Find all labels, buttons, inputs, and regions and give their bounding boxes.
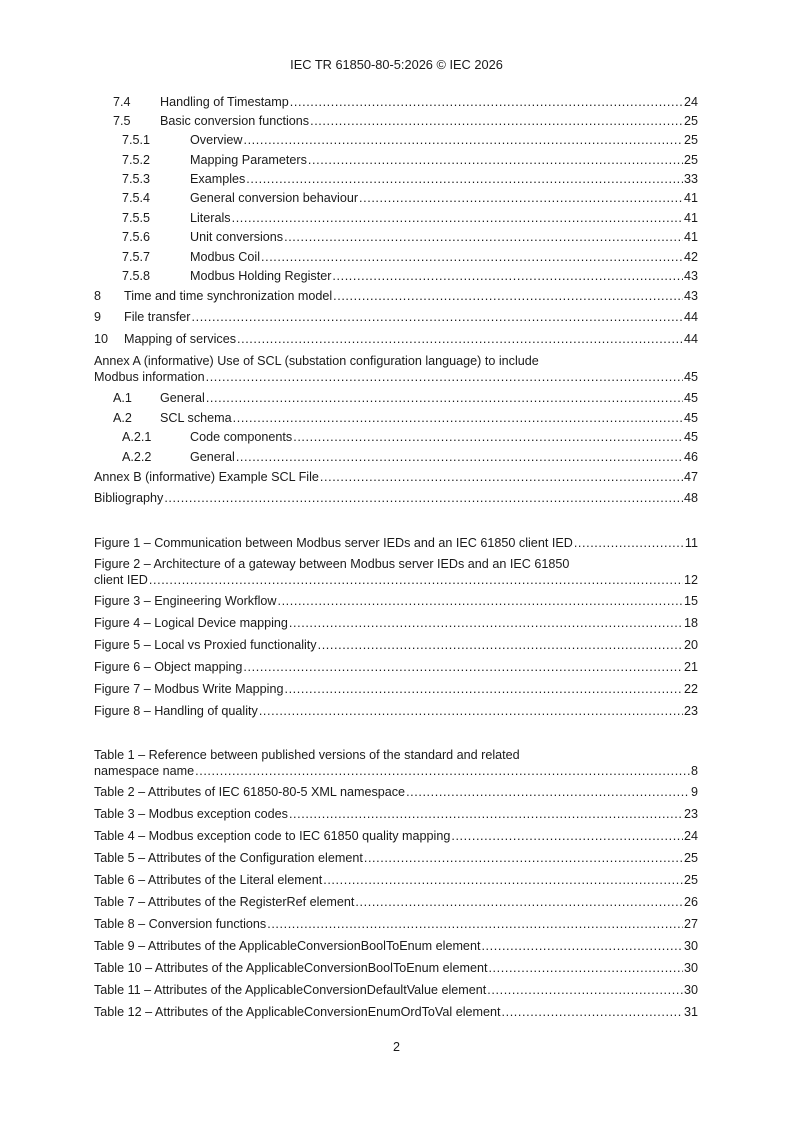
entry-number: A.2.1 bbox=[122, 430, 152, 444]
figure-entry[interactable] bbox=[94, 659, 698, 675]
entry-number: 7.5.6 bbox=[122, 230, 151, 244]
dot-leader bbox=[451, 828, 683, 844]
entry-number: 7.5.7 bbox=[122, 250, 151, 264]
table-entry[interactable] bbox=[94, 872, 698, 888]
entry-title: Table 8 – Conversion functions bbox=[94, 917, 267, 931]
entry-title: Figure 5 – Local vs Proxied functionality bbox=[94, 638, 317, 652]
dot-leader bbox=[320, 469, 683, 485]
dot-leader bbox=[364, 850, 683, 866]
dot-leader bbox=[236, 449, 683, 465]
entry-title: Table 3 – Modbus exception codes bbox=[94, 807, 288, 821]
table-entry[interactable] bbox=[94, 828, 698, 844]
figure-entry[interactable] bbox=[94, 637, 698, 653]
entry-page-number: 44 bbox=[683, 332, 698, 346]
dot-leader bbox=[206, 369, 683, 385]
dot-leader bbox=[192, 309, 683, 325]
dot-leader bbox=[206, 390, 683, 406]
entry-page-number: 45 bbox=[683, 430, 698, 444]
entry-title: Figure 4 – Logical Device mapping bbox=[94, 616, 288, 630]
entry-title: Unit conversions bbox=[190, 230, 284, 244]
entry-page-number: 25 bbox=[683, 133, 698, 147]
entry-title: Bibliography bbox=[94, 491, 164, 505]
dot-leader bbox=[277, 593, 683, 609]
dot-leader bbox=[267, 916, 683, 932]
entry-title: Literals bbox=[190, 211, 231, 225]
dot-leader bbox=[488, 960, 683, 976]
dot-leader bbox=[289, 615, 683, 631]
table-entry[interactable] bbox=[94, 916, 698, 932]
table-entry[interactable] bbox=[94, 850, 698, 866]
dot-leader bbox=[293, 429, 683, 445]
content-entry[interactable] bbox=[122, 229, 698, 245]
entry-page-number: 41 bbox=[683, 191, 698, 205]
dot-leader bbox=[333, 288, 683, 304]
content-entry[interactable] bbox=[122, 152, 698, 168]
entry-page-number: 18 bbox=[683, 616, 698, 630]
page-header: IEC TR 61850-80-5:2026 © IEC 2026 bbox=[290, 57, 503, 72]
content-entry[interactable] bbox=[94, 288, 698, 304]
content-entry[interactable] bbox=[113, 94, 698, 110]
table-entry[interactable] bbox=[94, 938, 698, 954]
entry-page-number: 24 bbox=[683, 95, 698, 109]
entry-page-number: 21 bbox=[683, 660, 698, 674]
dot-leader bbox=[323, 872, 683, 888]
entry-page-number: 41 bbox=[683, 211, 698, 225]
entry-page-number: 45 bbox=[683, 370, 698, 384]
entry-title: Table 4 – Modbus exception code to IEC 61850 quality mapping bbox=[94, 829, 451, 843]
entry-page-number: 20 bbox=[683, 638, 698, 652]
entry-page-number: 23 bbox=[683, 807, 698, 821]
figure-entry[interactable] bbox=[94, 615, 698, 631]
table-entry[interactable] bbox=[94, 763, 698, 779]
entry-page-number: 30 bbox=[683, 983, 698, 997]
content-entry[interactable] bbox=[94, 309, 698, 325]
figure-entry[interactable] bbox=[94, 593, 698, 609]
content-entry[interactable] bbox=[122, 429, 698, 445]
entry-title: Modbus Holding Register bbox=[190, 269, 332, 283]
entry-title: Mapping Parameters bbox=[190, 153, 307, 167]
entry-page-number: 25 bbox=[683, 851, 698, 865]
content-entry[interactable] bbox=[122, 190, 698, 206]
entry-number: A.2.2 bbox=[122, 450, 152, 464]
content-entry[interactable] bbox=[122, 268, 698, 284]
entry-number: A.2 bbox=[113, 411, 132, 425]
table-entry[interactable] bbox=[94, 894, 698, 910]
dot-leader bbox=[233, 410, 683, 426]
entry-page-number: 31 bbox=[683, 1005, 698, 1019]
entry-title: General conversion behaviour bbox=[190, 191, 359, 205]
entry-title: Figure 3 – Engineering Workflow bbox=[94, 594, 277, 608]
entry-page-number: 43 bbox=[683, 289, 698, 303]
entry-title: Code components bbox=[190, 430, 293, 444]
entry-title: Mapping of services bbox=[124, 332, 236, 346]
content-entry[interactable] bbox=[113, 113, 698, 129]
entry-title: Overview bbox=[190, 133, 243, 147]
entry-title: client IED bbox=[94, 573, 148, 587]
entry-title: Modbus Coil bbox=[190, 250, 260, 264]
contents-entry-title-line1[interactable]: Annex A (informative) Use of SCL (substation configuration language) to include bbox=[94, 354, 539, 368]
entry-number: A.1 bbox=[113, 391, 132, 405]
content-entry[interactable] bbox=[122, 171, 698, 187]
entry-page-number: 15 bbox=[683, 594, 698, 608]
entry-title: Figure 7 – Modbus Write Mapping bbox=[94, 682, 284, 696]
entry-page-number: 11 bbox=[684, 536, 698, 550]
table-entry[interactable] bbox=[94, 960, 698, 976]
entry-number: 10 bbox=[94, 332, 109, 346]
entry-page-number: 23 bbox=[683, 704, 698, 718]
entry-page-number: 9 bbox=[690, 785, 698, 799]
dot-leader bbox=[290, 94, 683, 110]
content-entry[interactable] bbox=[122, 210, 698, 226]
figure-entry[interactable] bbox=[94, 681, 698, 697]
dot-leader bbox=[195, 763, 690, 779]
entry-title: Figure 8 – Handling of quality bbox=[94, 704, 258, 718]
entry-page-number: 44 bbox=[683, 310, 698, 324]
entry-page-number: 25 bbox=[683, 153, 698, 167]
entry-title: Table 11 – Attributes of the ApplicableConversionDefaultValue element bbox=[94, 983, 487, 997]
dot-leader bbox=[574, 535, 684, 551]
entry-page-number: 46 bbox=[683, 450, 698, 464]
dot-leader bbox=[243, 132, 683, 148]
entry-page-number: 45 bbox=[683, 411, 698, 425]
dot-leader bbox=[149, 572, 683, 588]
dot-leader bbox=[481, 938, 683, 954]
dot-leader bbox=[406, 784, 690, 800]
entry-number: 7.4 bbox=[113, 95, 131, 109]
entry-page-number: 33 bbox=[683, 172, 698, 186]
entry-page-number: 41 bbox=[683, 230, 698, 244]
entry-page-number: 25 bbox=[683, 114, 698, 128]
entry-title: Basic conversion functions bbox=[160, 114, 310, 128]
dot-leader bbox=[318, 637, 683, 653]
content-entry[interactable] bbox=[122, 132, 698, 148]
entry-title: Table 7 – Attributes of the RegisterRef element bbox=[94, 895, 355, 909]
entry-number: 7.5.2 bbox=[122, 153, 151, 167]
entry-title: Annex B (informative) Example SCL File bbox=[94, 470, 319, 484]
table-entry[interactable] bbox=[94, 1004, 698, 1020]
table-entry[interactable] bbox=[94, 982, 698, 998]
entry-number: 7.5.8 bbox=[122, 269, 151, 283]
entry-title: Table 5 – Attributes of the Configuration element bbox=[94, 851, 363, 865]
entry-title: Table 6 – Attributes of the Literal element bbox=[94, 873, 323, 887]
figure-entry[interactable] bbox=[94, 703, 698, 719]
entry-number: 7.5 bbox=[113, 114, 131, 128]
entry-title: SCL schema bbox=[160, 411, 232, 425]
content-entry[interactable] bbox=[94, 331, 698, 347]
entry-page-number: 47 bbox=[683, 470, 698, 484]
entry-page-number: 26 bbox=[683, 895, 698, 909]
entry-page-number: 30 bbox=[683, 961, 698, 975]
entry-number: 7.5.5 bbox=[122, 211, 151, 225]
entry-title: Time and time synchronization model bbox=[124, 289, 333, 303]
dot-leader bbox=[310, 113, 683, 129]
dot-leader bbox=[237, 331, 683, 347]
dot-leader bbox=[359, 190, 683, 206]
figure-entry[interactable] bbox=[94, 535, 698, 551]
entry-page-number: 30 bbox=[683, 939, 698, 953]
entry-page-number: 48 bbox=[683, 491, 698, 505]
entry-number: 7.5.3 bbox=[122, 172, 151, 186]
dot-leader bbox=[332, 268, 683, 284]
entry-title: General bbox=[160, 391, 205, 405]
dot-leader bbox=[246, 171, 683, 187]
dot-leader bbox=[487, 982, 683, 998]
dot-leader bbox=[164, 490, 683, 506]
entry-page-number: 27 bbox=[683, 917, 698, 931]
entry-page-number: 8 bbox=[690, 764, 698, 778]
entry-title: Handling of Timestamp bbox=[160, 95, 289, 109]
content-entry[interactable] bbox=[94, 469, 698, 485]
table-entry[interactable] bbox=[94, 806, 698, 822]
entry-title: File transfer bbox=[124, 310, 191, 324]
dot-leader bbox=[308, 152, 683, 168]
table-entry[interactable] bbox=[94, 784, 698, 800]
content-entry[interactable] bbox=[94, 369, 698, 385]
dot-leader bbox=[355, 894, 683, 910]
entry-page-number: 43 bbox=[683, 269, 698, 283]
dot-leader bbox=[259, 703, 683, 719]
entry-page-number: 12 bbox=[683, 573, 698, 587]
content-entry[interactable] bbox=[122, 449, 698, 465]
entry-number: 9 bbox=[94, 310, 102, 324]
entry-title: Examples bbox=[190, 172, 246, 186]
entry-title: Modbus information bbox=[94, 370, 205, 384]
content-entry[interactable] bbox=[113, 390, 698, 406]
entry-number: 7.5.1 bbox=[122, 133, 151, 147]
entry-page-number: 24 bbox=[683, 829, 698, 843]
figures-entry-title-line1[interactable]: Figure 2 – Architecture of a gateway between Modbus server IEDs and an IEC 61850 bbox=[94, 557, 570, 571]
entry-title: Table 12 – Attributes of the ApplicableConversionEnumOrdToVal element bbox=[94, 1005, 501, 1019]
dot-leader bbox=[243, 659, 683, 675]
content-entry[interactable] bbox=[94, 490, 698, 506]
entry-page-number: 45 bbox=[683, 391, 698, 405]
figure-entry[interactable] bbox=[94, 572, 698, 588]
entry-title: Table 2 – Attributes of IEC 61850-80-5 XML namespace bbox=[94, 785, 406, 799]
entry-page-number: 25 bbox=[683, 873, 698, 887]
dot-leader bbox=[284, 229, 683, 245]
entry-title: Figure 1 – Communication between Modbus server IEDs and an IEC 61850 client IED bbox=[94, 536, 573, 550]
entry-number: 7.5.4 bbox=[122, 191, 151, 205]
entry-number: 8 bbox=[94, 289, 102, 303]
dot-leader bbox=[284, 681, 683, 697]
entry-page-number: 42 bbox=[683, 250, 698, 264]
entry-title: namespace name bbox=[94, 764, 195, 778]
content-entry[interactable] bbox=[122, 249, 698, 265]
page-number: 2 bbox=[392, 1040, 400, 1054]
tables-entry-title-line1[interactable]: Table 1 – Reference between published versions of the standard and related bbox=[94, 748, 520, 762]
entry-page-number: 22 bbox=[683, 682, 698, 696]
entry-title: General bbox=[190, 450, 235, 464]
dot-leader bbox=[232, 210, 683, 226]
entry-title: Table 9 – Attributes of the ApplicableConversionBoolToEnum element bbox=[94, 939, 481, 953]
content-entry[interactable] bbox=[113, 410, 698, 426]
entry-title: Figure 6 – Object mapping bbox=[94, 660, 243, 674]
entry-title: Table 10 – Attributes of the ApplicableConversionBoolToEnum element bbox=[94, 961, 488, 975]
dot-leader bbox=[289, 806, 683, 822]
dot-leader bbox=[502, 1004, 683, 1020]
dot-leader bbox=[261, 249, 683, 265]
